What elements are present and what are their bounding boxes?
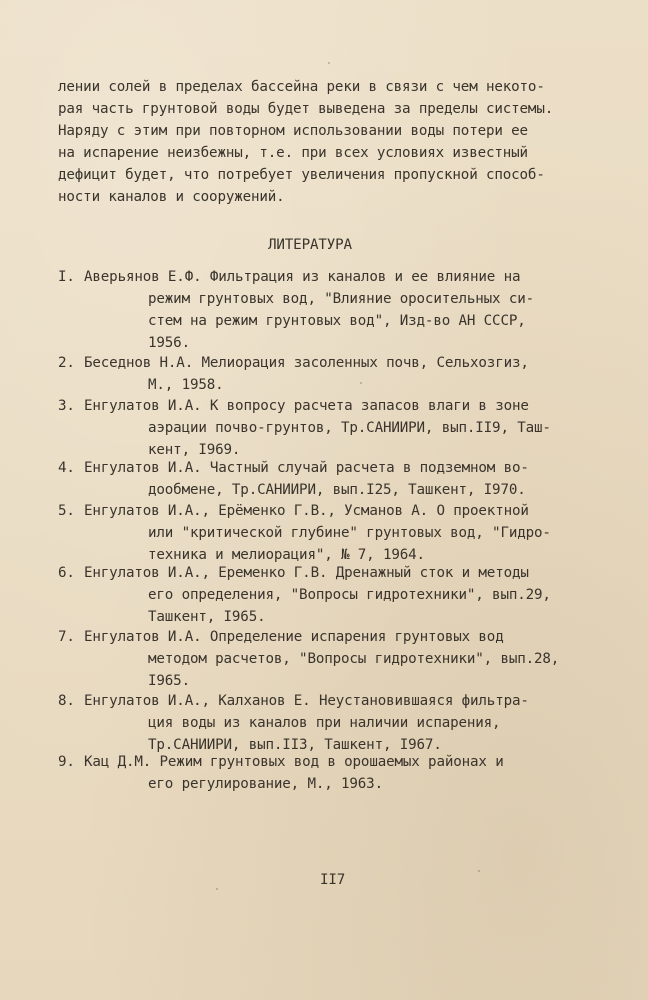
page-number: II7 (320, 872, 346, 888)
reference-line: Енгулатов И.А. К вопросу расчета запасов влаги в зоне (84, 398, 529, 414)
reference-line: его определения, "Вопросы гидротехники", вып.29, (148, 587, 551, 603)
intro-line: на испарение неизбежны, т.е. при всех условиях известный (58, 145, 528, 161)
reference-line: аэрации почво-грунтов, Тр.САНИИРИ, вып.II9, Таш- (148, 420, 551, 436)
reference-line: Енгулатов И.А. Частный случай расчета в подземном во- (84, 460, 529, 476)
reference-number: 7. (58, 629, 75, 645)
reference-number: 4. (58, 460, 75, 476)
reference-number: 8. (58, 693, 75, 709)
reference-line: дообмене, Тр.САНИИРИ, вып.I25, Ташкент, I970. (148, 482, 526, 498)
paper-speck (328, 62, 330, 64)
intro-line: лении солей в пределах бассейна реки в связи с чем некото- (58, 79, 545, 95)
reference-number: 6. (58, 565, 75, 581)
reference-line: Енгулатов И.А. Определение испарения грунтовых вод (84, 629, 504, 645)
paper-speck (216, 888, 218, 890)
reference-number: I. (58, 269, 75, 285)
reference-line: I965. (148, 673, 190, 689)
reference-line: или "критической глубине" грунтовых вод, "Гидро- (148, 525, 551, 541)
intro-line: дефицит будет, что потребует увеличения пропускной способ- (58, 167, 545, 183)
reference-number: 5. (58, 503, 75, 519)
paper-speck (478, 870, 480, 872)
reference-line: техника и мелиорация", № 7, 1964. (148, 547, 425, 563)
intro-line: Наряду с этим при повторном использовании воды потери ее (58, 123, 528, 139)
reference-line: Енгулатов И.А., Калханов Е. Неустановившаяся фильтра- (84, 693, 529, 709)
reference-line: его регулирование, М., 1963. (148, 776, 383, 792)
reference-line: Беседнов Н.А. Мелиорация засоленных почв, Сельхозгиз, (84, 355, 529, 371)
reference-line: Аверьянов Е.Ф. Фильтрация из каналов и ее влияние на (84, 269, 521, 285)
reference-number: 9. (58, 754, 75, 770)
reference-line: М., 1958. (148, 377, 224, 393)
reference-line: стем на режим грунтовых вод", Изд-во АН СССР, (148, 313, 526, 329)
reference-number: 3. (58, 398, 75, 414)
reference-line: Тр.САНИИРИ, вып.II3, Ташкент, I967. (148, 737, 442, 753)
reference-line: кент, I969. (148, 442, 241, 458)
reference-line: 1956. (148, 335, 190, 351)
reference-line: режим грунтовых вод, "Влияние оросительных си- (148, 291, 535, 307)
reference-line: ция воды из каналов при наличии испарения, (148, 715, 501, 731)
reference-line: Ташкент, I965. (148, 609, 266, 625)
reference-line: Енгулатов И.А., Ерëменко Г.В., Усманов А. О проектной (84, 503, 529, 519)
paper-speck (360, 382, 362, 384)
reference-line: Кац Д.М. Режим грунтовых вод в орошаемых районах и (84, 754, 504, 770)
reference-line: Енгулатов И.А., Еременко Г.В. Дренажный сток и методы (84, 565, 529, 581)
intro-line: рая часть грунтовой воды будет выведена за пределы системы. (58, 101, 554, 117)
intro-line: ности каналов и сооружений. (58, 189, 285, 205)
reference-line: методом расчетов, "Вопросы гидротехники", вып.28, (148, 651, 560, 667)
reference-number: 2. (58, 355, 75, 371)
references-heading: ЛИТЕРАТУРА (268, 237, 352, 253)
